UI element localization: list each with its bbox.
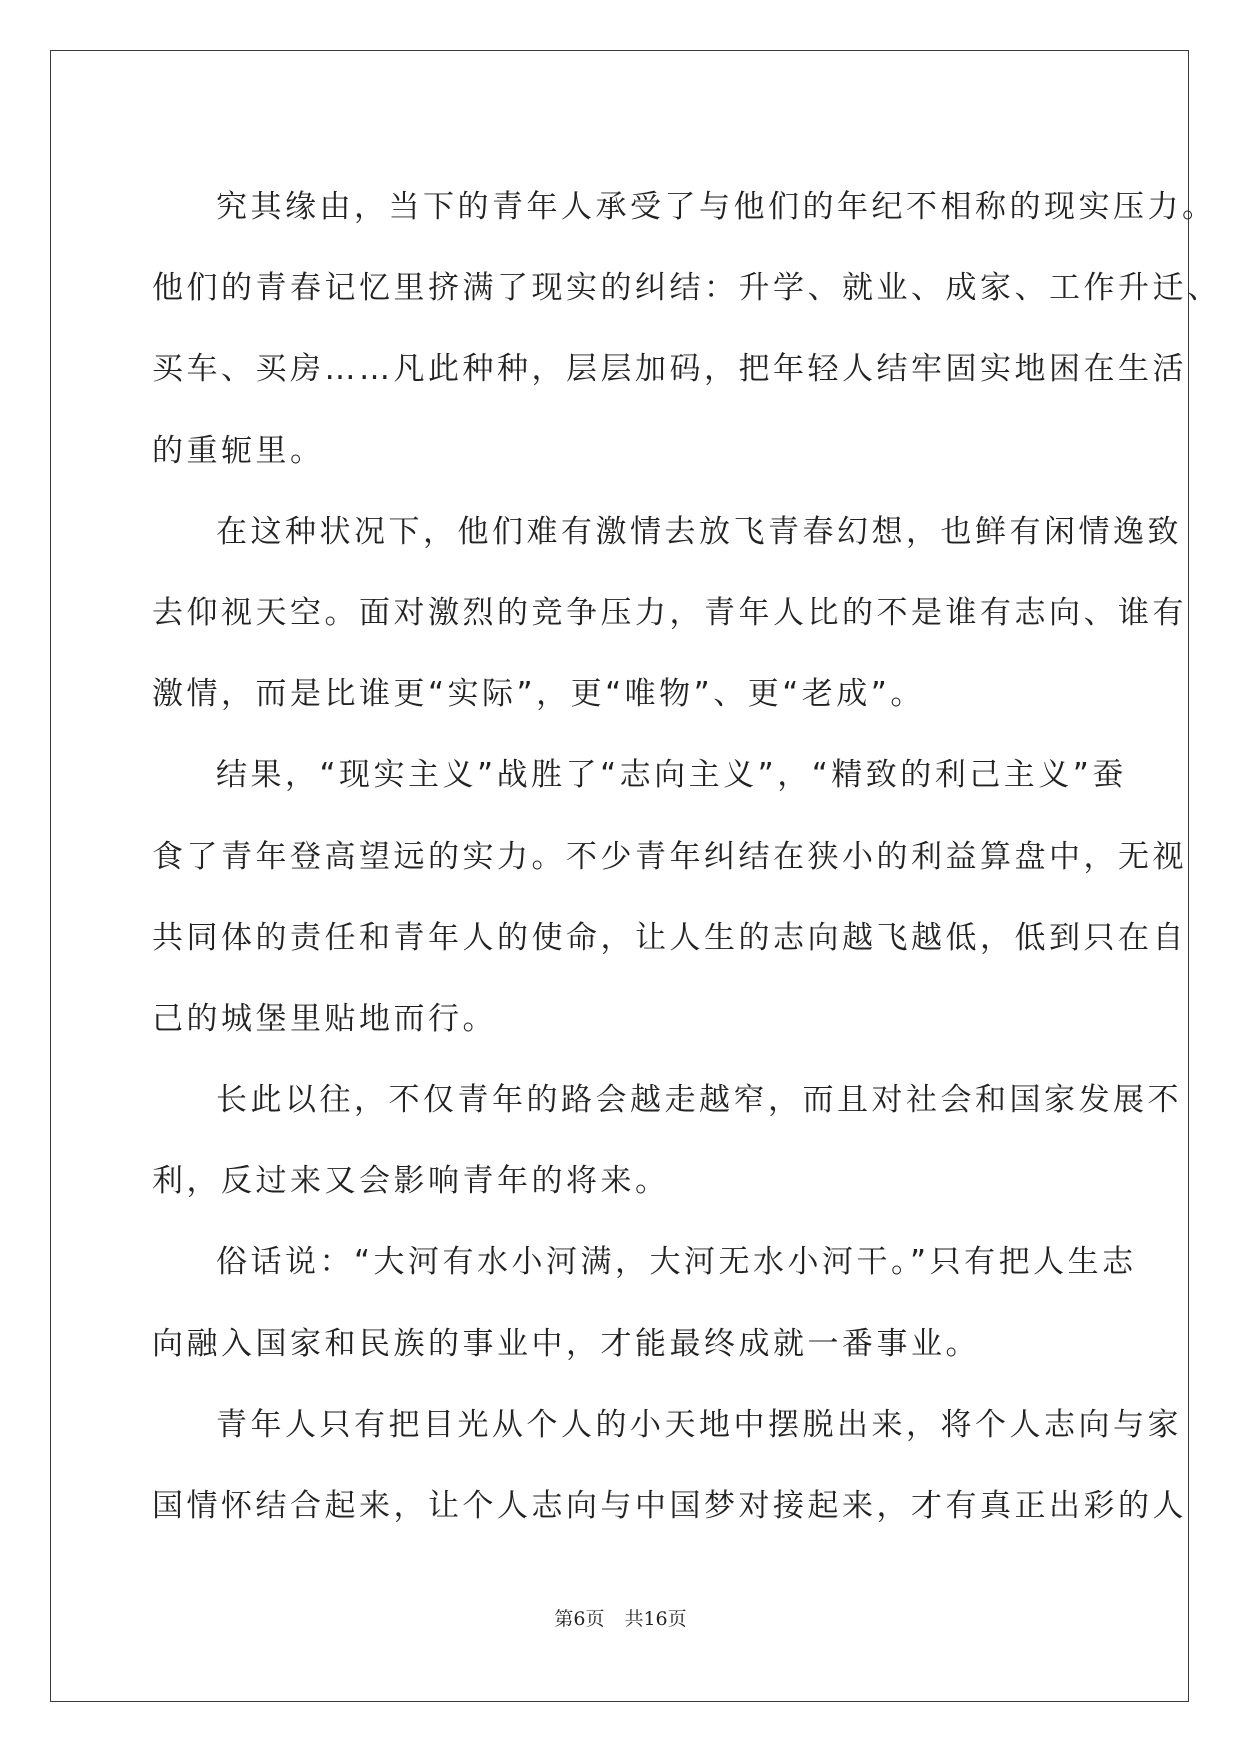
text-line: 向融入国家和民族的事业中，才能最终成就一番事业。 bbox=[152, 1325, 980, 1362]
text-line: 共同体的责任和青年人的使命，让人生的志向越飞越低，低到只在自 bbox=[152, 919, 1187, 956]
text-line: 在这种状况下，他们难有激情去放飞青春幻想，也鲜有闲情逸致 bbox=[216, 513, 1182, 550]
text-line: 俗话说：“大河有水小河满，大河无水小河干。”只有把人生志 bbox=[216, 1244, 1137, 1281]
page-number: 第6页 bbox=[554, 1608, 605, 1630]
text-line: 青年人只有把目光从个人的小天地中摆脱出来，将个人志向与家 bbox=[216, 1406, 1182, 1443]
document-body bbox=[152, 167, 1222, 1547]
text-line: 结果，“现实主义”战胜了“志向主义”，“精致的利己主义”蚕 bbox=[216, 757, 1127, 794]
text-line: 究其缘由，当下的青年人承受了与他们的年纪不相称的现实压力。 bbox=[216, 189, 1217, 225]
text-line: 的重轭里。 bbox=[152, 432, 325, 469]
page-footer bbox=[0, 1604, 1241, 1631]
text-line: 他们的青春记忆里挤满了现实的纠结：升学、就业、成家、工作升迁、 bbox=[152, 270, 1222, 307]
text-line: 去仰视天空。面对激烈的竞争压力，青年人比的不是谁有志向、谁有 bbox=[152, 594, 1187, 631]
text-line: 食了青年登高望远的实力。不少青年纠结在狭小的利益算盘中，无视 bbox=[152, 838, 1187, 875]
text-line: 己的城堡里贴地而行。 bbox=[152, 1000, 497, 1037]
text-line: 激情，而是比谁更“实际”，更“唯物”、更“老成”。 bbox=[152, 676, 925, 713]
text-line: 国情怀结合起来，让个人志向与中国梦对接起来，才有真正出彩的人 bbox=[152, 1488, 1187, 1524]
text-line: 买车、买房……凡此种种，层层加码，把年轻人结牢固实地困在生活 bbox=[152, 351, 1187, 388]
text-line: 利，反过来又会影响青年的将来。 bbox=[152, 1163, 670, 1200]
page-total: 共16页 bbox=[624, 1608, 687, 1630]
text-line: 长此以往，不仅青年的路会越走越窄，而且对社会和国家发展不 bbox=[216, 1082, 1182, 1119]
